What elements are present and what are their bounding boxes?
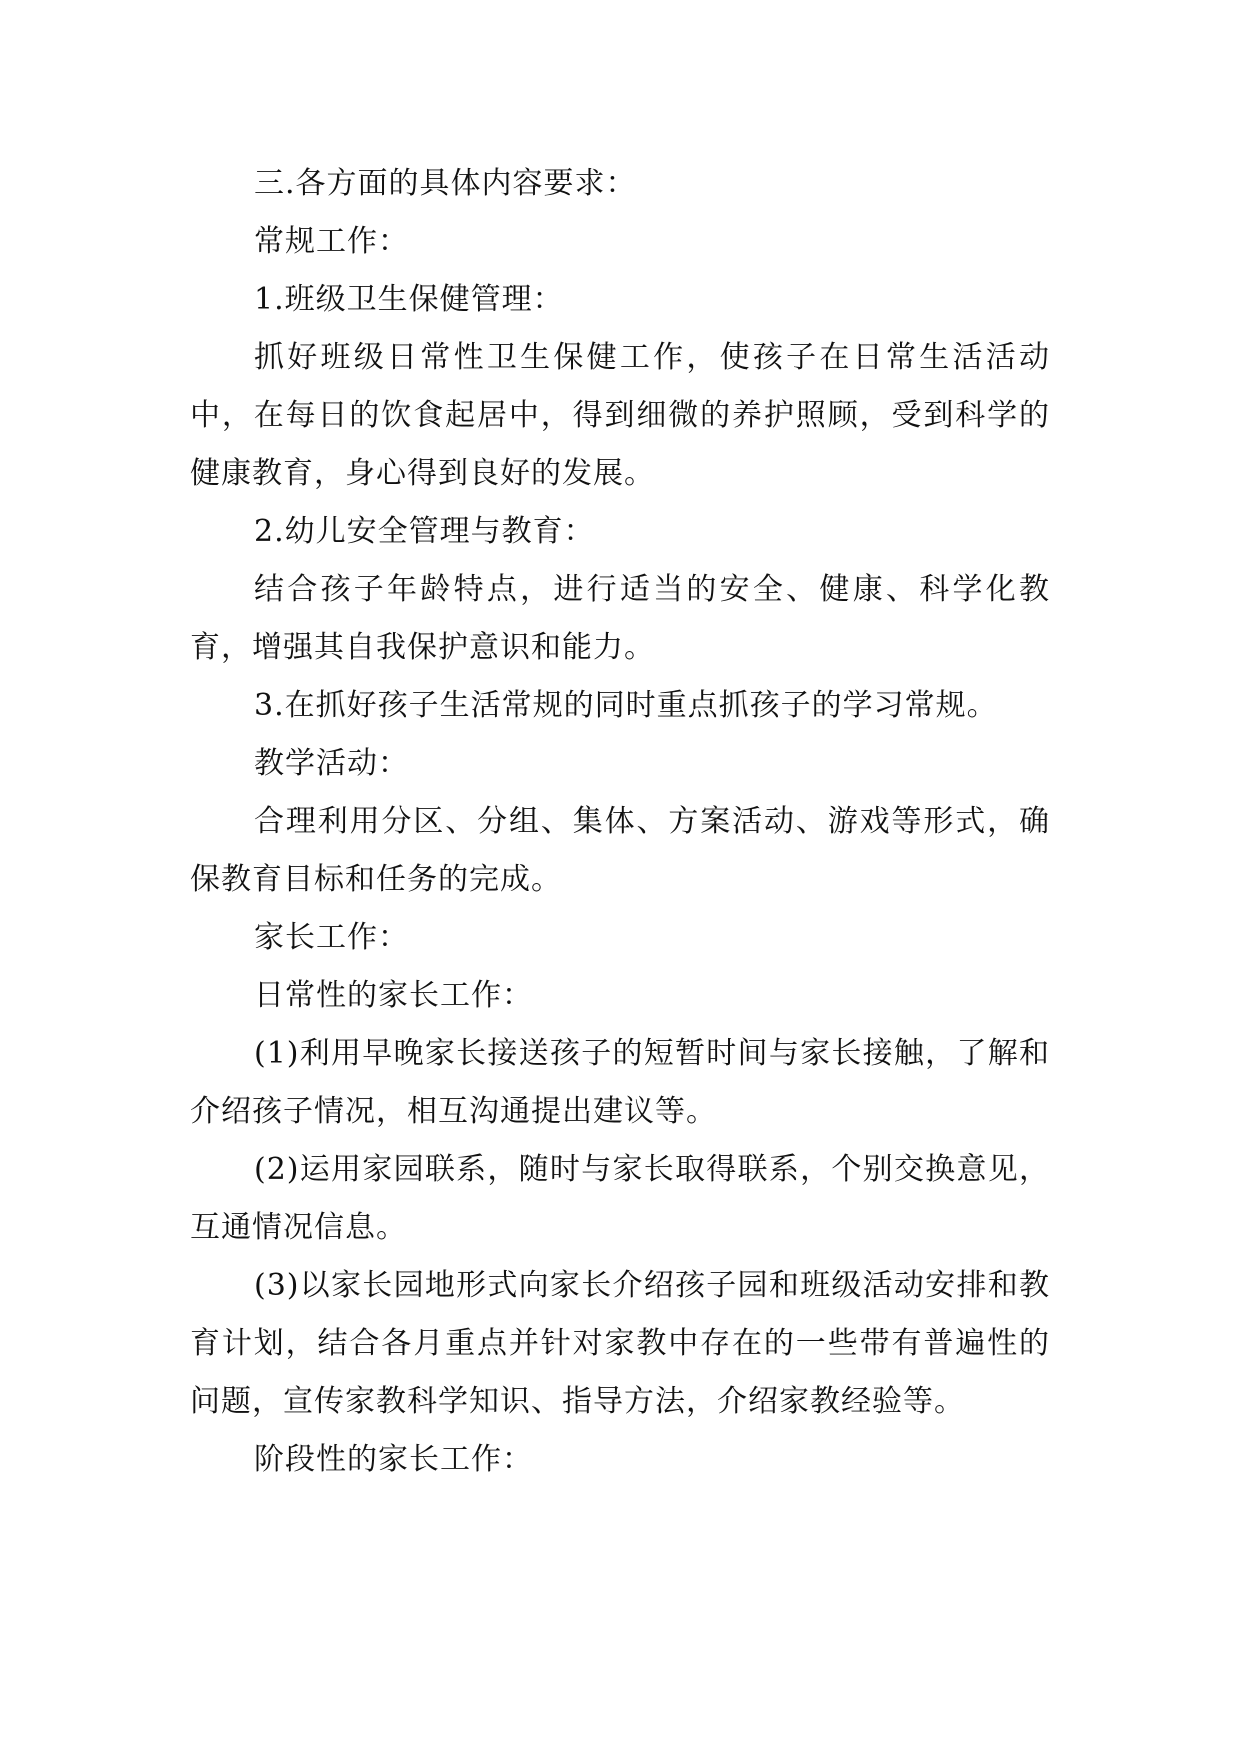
document-body <box>190 155 1050 1489</box>
paragraph-teaching: 合理利用分区、分组、集体、方案活动、游戏等形式，确保教育目标和任务的完成。 <box>190 804 1050 897</box>
subheading-daily-parent-work: 日常性的家长工作： <box>254 978 533 1013</box>
subheading-parent-work: 家长工作： <box>254 920 409 955</box>
item-heading-hygiene: 1.班级卫生保健管理： <box>254 282 564 317</box>
paragraph-parent-item-3: (3)以家长园地形式向家长介绍孩子园和班级活动安排和教育计划，结合各月重点并针对家教中存在的一些带有普遍性的问题，宣传家教科学知识、指导方法，介绍家教经验等。 <box>190 1268 1050 1419</box>
subheading-periodic-parent-work: 阶段性的家长工作： <box>254 1442 533 1477</box>
section-heading: 三.各方面的具体内容要求： <box>254 166 637 201</box>
item-heading-safety: 2.幼儿安全管理与教育： <box>254 514 595 549</box>
paragraph-safety: 结合孩子年龄特点，进行适当的安全、健康、科学化教育，增强其自我保护意识和能力。 <box>190 572 1050 665</box>
subheading-teaching: 教学活动： <box>254 746 409 781</box>
subheading-routine-work: 常规工作： <box>254 224 409 259</box>
item-learning-routine: 3.在抓好孩子生活常规的同时重点抓孩子的学习常规。 <box>254 688 998 723</box>
paragraph-hygiene: 抓好班级日常性卫生保健工作，使孩子在日常生活活动中，在每日的饮食起居中，得到细微的养护照顾，受到科学的健康教育，身心得到良好的发展。 <box>190 340 1050 491</box>
paragraph-parent-item-2: (2)运用家园联系，随时与家长取得联系，个别交换意见，互通情况信息。 <box>190 1152 1050 1245</box>
paragraph-parent-item-1: (1)利用早晚家长接送孩子的短暂时间与家长接触，了解和介绍孩子情况，相互沟通提出建议等。 <box>190 1036 1050 1129</box>
